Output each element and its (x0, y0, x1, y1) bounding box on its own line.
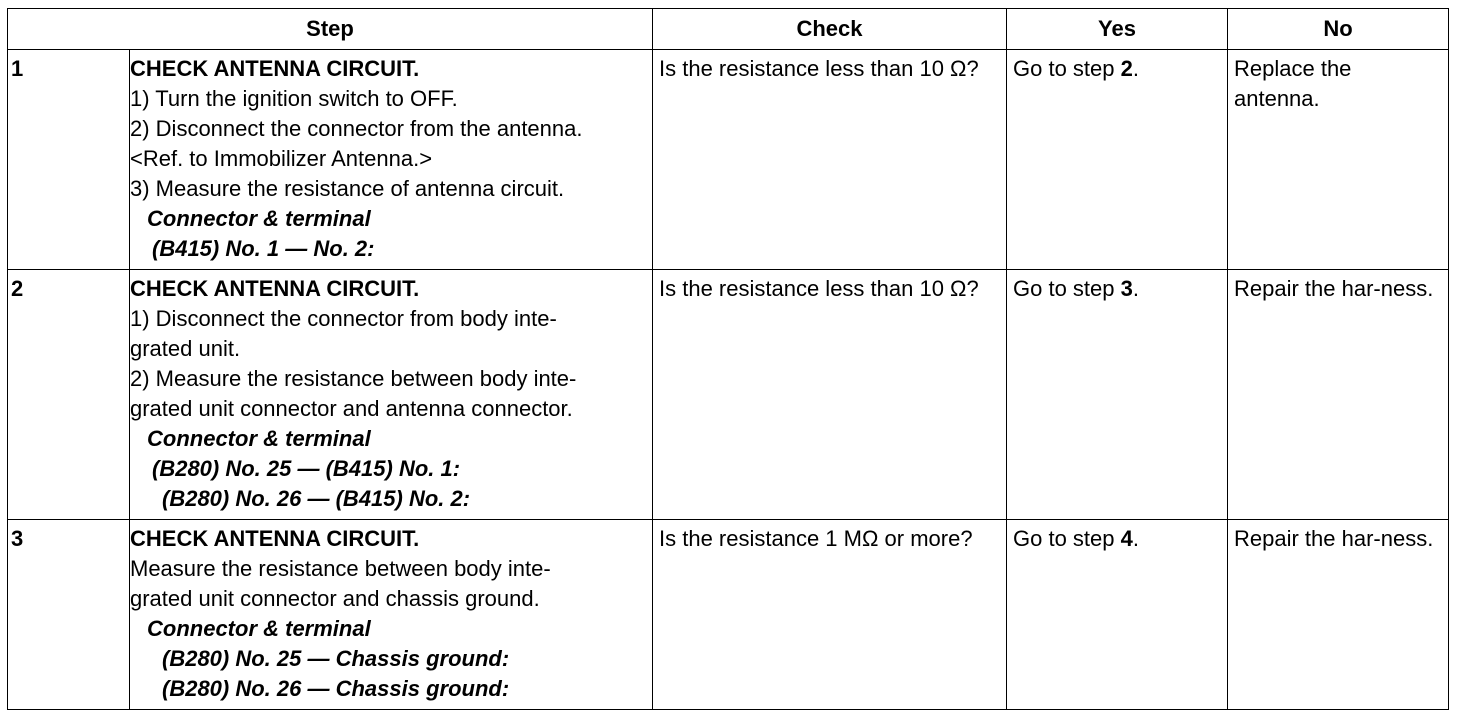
yes-prefix: Go to step (1013, 276, 1121, 301)
terminal-line: (B280) No. 26 — Chassis ground: (162, 676, 510, 701)
connector-label: Connector & terminal (147, 616, 371, 641)
check-cell: Is the resistance less than 10 Ω? (653, 50, 1007, 270)
yes-suffix: . (1132, 276, 1139, 301)
yes-cell (1007, 50, 1228, 270)
step-title: CHECK ANTENNA CIRCUIT. (130, 276, 420, 301)
no-cell: Replace the antenna. (1228, 50, 1449, 270)
step-title: CHECK ANTENNA CIRCUIT. (130, 526, 420, 551)
step-line: 1) Disconnect the connector from body inte- (130, 306, 557, 331)
yes-cell (1007, 270, 1228, 520)
step-number: 2 (8, 270, 130, 520)
terminal-line: (B280) No. 26 — (B415) No. 2: (162, 486, 471, 511)
yes-step-number: 3 (1120, 276, 1133, 301)
diagnostic-table (7, 8, 1449, 710)
no-cell: Repair the har-ness. (1228, 270, 1449, 520)
step-cell (130, 50, 653, 270)
header-row (8, 9, 1449, 50)
header-step: Step (8, 9, 653, 50)
yes-prefix: Go to step (1013, 56, 1121, 81)
step-number: 1 (8, 50, 130, 270)
step-line: grated unit. (130, 336, 241, 361)
check-cell: Is the resistance 1 MΩ or more? (653, 520, 1007, 710)
step-line: grated unit connector and chassis ground. (130, 586, 540, 611)
yes-step-number: 2 (1120, 56, 1133, 81)
step-line: 2) Disconnect the connector from the antenna. (130, 116, 583, 141)
step-line: <Ref. to Immobilizer Antenna.> (130, 146, 433, 171)
table-row (8, 270, 1449, 520)
step-line: 2) Measure the resistance between body inte- (130, 366, 577, 391)
step-line: Measure the resistance between body inte- (130, 556, 551, 581)
step-cell (130, 520, 653, 710)
header-yes: Yes (1007, 9, 1228, 50)
step-cell (130, 270, 653, 520)
step-line: 1) Turn the ignition switch to OFF. (130, 86, 458, 111)
check-cell: Is the resistance less than 10 Ω? (653, 270, 1007, 520)
connector-label: Connector & terminal (147, 426, 371, 451)
step-number: 3 (8, 520, 130, 710)
no-cell: Repair the har-ness. (1228, 520, 1449, 710)
header-no: No (1228, 9, 1449, 50)
terminal-line: (B280) No. 25 — (B415) No. 1: (152, 456, 461, 481)
yes-step-number: 4 (1120, 526, 1133, 551)
step-line: grated unit connector and antenna connector. (130, 396, 573, 421)
table-row (8, 520, 1449, 710)
step-line: 3) Measure the resistance of antenna circuit. (130, 176, 565, 201)
yes-prefix: Go to step (1013, 526, 1121, 551)
step-title: CHECK ANTENNA CIRCUIT. (130, 56, 420, 81)
terminal-line: (B280) No. 25 — Chassis ground: (162, 646, 510, 671)
yes-suffix: . (1132, 56, 1139, 81)
table-row (8, 50, 1449, 270)
yes-suffix: . (1132, 526, 1139, 551)
connector-label: Connector & terminal (147, 206, 371, 231)
terminal-line: (B415) No. 1 — No. 2: (152, 236, 375, 261)
yes-cell (1007, 520, 1228, 710)
header-check: Check (653, 9, 1007, 50)
